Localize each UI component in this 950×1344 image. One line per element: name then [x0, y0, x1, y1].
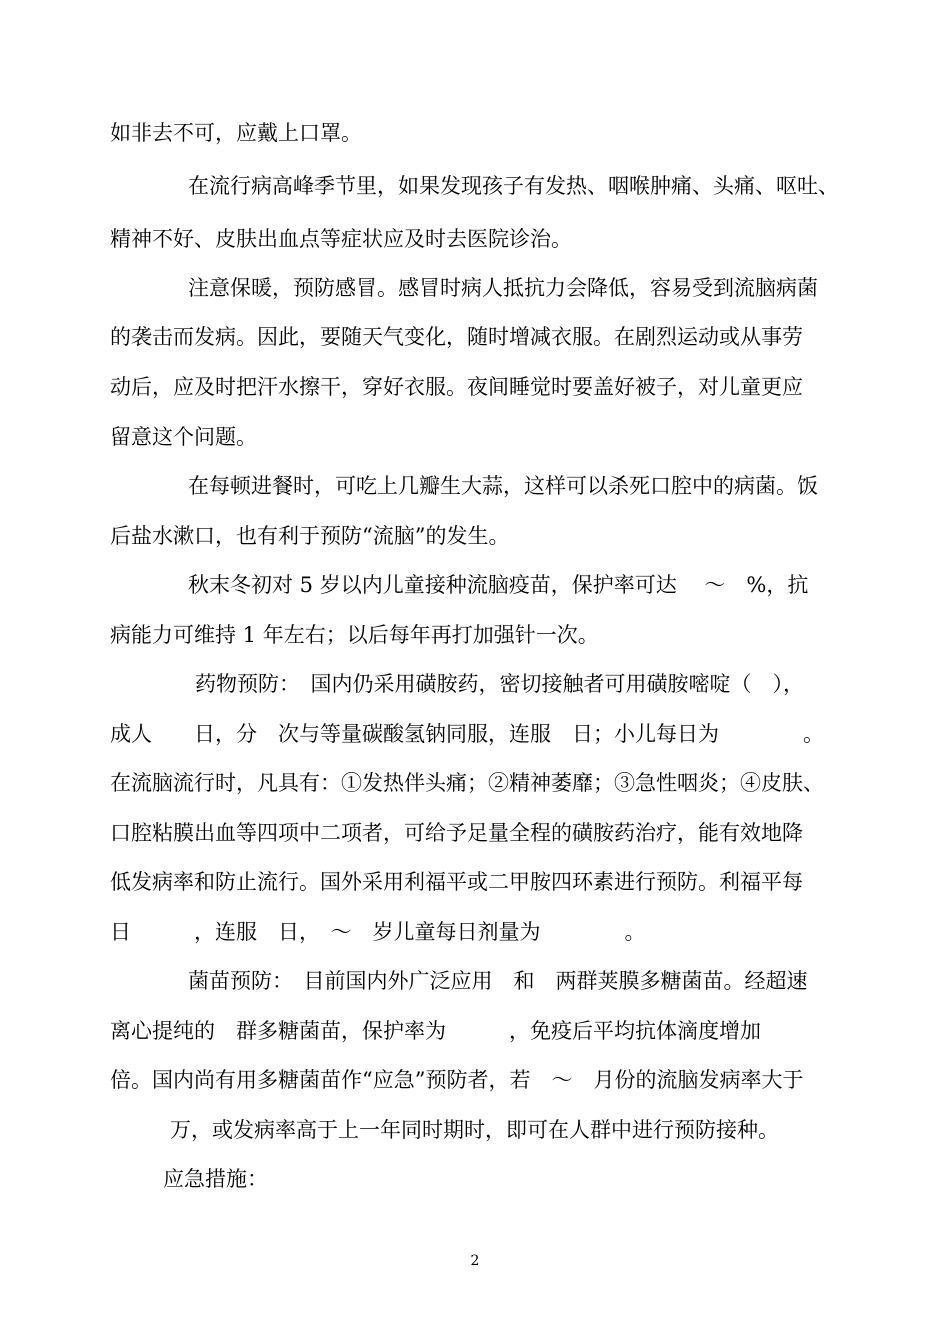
text-line: 动后，应及时把汗水擦干，穿好衣服。夜间睡觉时要盖好被子，对儿童更应: [110, 375, 803, 399]
text-line: 倍。国内尚有用多糖菌苗作“应急”预防者，若 ～ 月份的流脑发病率大于: [110, 1068, 804, 1092]
text-line: 药物预防： 国内仍采用磺胺药，密切接触者可用磺胺嘧啶（ ），: [195, 672, 804, 696]
text-line: 菌苗预防： 目前国内外广泛应用 和 两群荚膜多糖菌苗。经超速: [188, 969, 808, 993]
text-line: 成人 日，分 次与等量碳酸氢钠同服，连服 日；小儿每日为 。: [110, 722, 824, 746]
text-line: 注意保暖，预防感冒。感冒时病人抵抗力会降低，容易受到流脑病菌: [188, 276, 818, 300]
text-line: 在流脑流行时，凡具有：①发热伴头痛；②精神萎靡；③急性咽炎；④皮肤、: [110, 771, 824, 795]
text-line: 应急措施：: [163, 1167, 268, 1191]
text-line: 低发病率和防止流行。国外采用利福平或二甲胺四环素进行预防。利福平每: [110, 870, 803, 894]
text-line: 精神不好、皮肤出血点等症状应及时去医院诊治。: [110, 227, 572, 251]
text-line: 在流行病高峰季节里，如果发现孩子有发热、咽喉肿痛、头痛、呕吐、: [188, 174, 839, 198]
text-line: 病能力可维持 1 年左右；以后每年再打加强针一次。: [110, 623, 599, 647]
text-line: 口腔粘膜出血等四项中二项者，可给予足量全程的磺胺药治疗，能有效地降: [110, 821, 803, 845]
text-line: 秋末冬初对 5 岁以内儿童接种流脑疫苗，保护率可达 ～ %，抗: [188, 573, 809, 597]
page-number: 2: [470, 1253, 480, 1269]
text-line: 离心提纯的 群多糖菌苗，保护率为 ，免疫后平均抗体滴度增加: [110, 1019, 761, 1043]
text-line: 后盐水漱口，也有利于预防“流脑”的发生。: [110, 524, 510, 548]
text-line: 在每顿进餐时，可吃上几瓣生大蒜，这样可以杀死口腔中的病菌。饭: [188, 474, 818, 498]
text-line: 的袭击而发病。因此，要随天气变化，随时增减衣服。在剧烈运动或从事劳: [110, 325, 803, 349]
text-line: 万，或发病率高于上一年同时期时，即可在人群中进行预防接种。: [170, 1118, 779, 1142]
text-line: 如非去不可，应戴上口罩。: [110, 121, 362, 145]
text-line: 留意这个问题。: [110, 425, 257, 449]
text-line: 日 ，连服 日， ～ 岁儿童每日剂量为 。: [110, 920, 646, 944]
